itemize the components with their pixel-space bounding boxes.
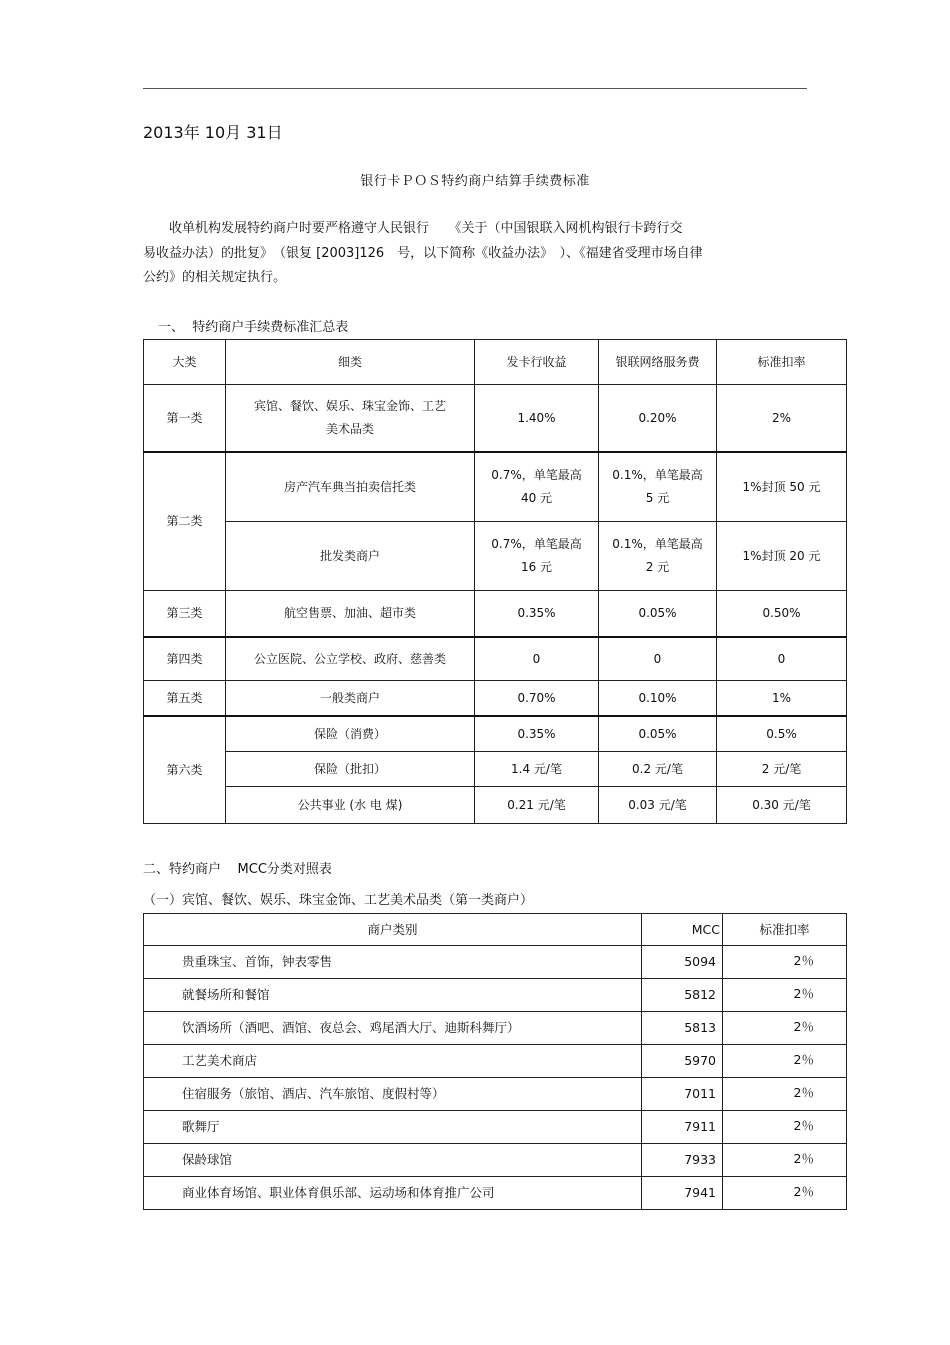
issuer-cell: 0.35%: [475, 716, 599, 752]
table-row: [144, 522, 847, 591]
rate-cell: 1%封顶 50 元: [717, 452, 847, 522]
issuer-cell: 1.40%: [475, 385, 599, 452]
cell-line: 0.1%，单笔最高: [612, 537, 703, 551]
rate-cell: 2％: [723, 1144, 847, 1177]
header-issuer-revenue: 发卡行收益: [475, 340, 599, 385]
table-row: [144, 946, 847, 979]
rate-cell: 2％: [723, 1012, 847, 1045]
mcc-cell: 5812: [642, 979, 723, 1012]
merchant-type-cell: 歌舞厅: [144, 1111, 642, 1144]
table-header-row: [144, 914, 847, 946]
cell-line: 40 元: [520, 490, 553, 505]
rate-cell: 0.5%: [717, 716, 847, 752]
merchant-type-cell: 住宿服务（旅馆、酒店、汽车旅馆、度假村等）: [144, 1078, 642, 1111]
table-row: [144, 452, 847, 522]
mcc-cell: 5970: [642, 1045, 723, 1078]
header-standard-rate: 标准扣率: [717, 340, 847, 385]
document-date: 2013年 10月 31日: [143, 123, 283, 142]
fee-summary-table: [143, 339, 847, 824]
category-cell: 第三类: [144, 591, 226, 637]
table-row: [144, 681, 847, 716]
cell-line: 0.1%，单笔最高: [612, 467, 703, 482]
mcc-cell: 7933: [642, 1144, 723, 1177]
table-row: [144, 1078, 847, 1111]
subcategory-line: 宾馆、餐饮、娱乐、珠宝金饰、工艺: [253, 398, 446, 413]
network-cell: 0.03 元/笔: [599, 787, 717, 824]
rate-cell: 0.50%: [717, 591, 847, 637]
section-1-title: 一、 特约商户手续费标准汇总表: [158, 320, 349, 335]
cell-line: 2 元: [645, 560, 670, 574]
merchant-type-cell: 贵重珠宝、首饰，钟表零售: [144, 946, 642, 979]
issuer-cell: 0.35%: [475, 591, 599, 637]
intro-paragraph: [143, 217, 803, 291]
intro-line: 易收益办法）的批复》 （银复 [2003]126 号，以下简称《收益办法》 ）、《福建省受理市场自律: [143, 245, 703, 261]
header-merchant-type: 商户类别: [144, 914, 642, 946]
header-standard-rate: 标准扣率: [723, 914, 847, 946]
rate-cell: 2%: [717, 385, 847, 452]
subcategory-line: 美术品类: [325, 421, 374, 436]
subcategory-cell: 一般类商户: [226, 681, 475, 716]
merchant-type-cell: 保龄球馆: [144, 1144, 642, 1177]
merchant-type-cell: 商业体育场馆、职业体育俱乐部、运动场和体育推广公司: [144, 1177, 642, 1210]
issuer-cell: 0: [475, 637, 599, 681]
network-cell: 0.20%: [599, 385, 717, 452]
issuer-cell: [475, 452, 599, 522]
mcc-table: [143, 913, 847, 1210]
table-row: [144, 1111, 847, 1144]
table-row: [144, 385, 847, 452]
table-row: [144, 637, 847, 681]
header-category: 大类: [144, 340, 226, 385]
rate-cell: 2％: [723, 1078, 847, 1111]
rate-cell: 1%: [717, 681, 847, 716]
subcategory-cell: [226, 385, 475, 452]
table-row: [144, 1012, 847, 1045]
rate-cell: 1%封顶 20 元: [717, 522, 847, 591]
rate-cell: 0: [717, 637, 847, 681]
network-cell: 0.05%: [599, 591, 717, 637]
intro-line: 公约》的相关规定执行。: [143, 270, 287, 285]
cell-line: 0.7%，单笔最高: [491, 537, 582, 551]
cell-line: 5 元: [645, 490, 670, 505]
issuer-cell: 0.70%: [475, 681, 599, 716]
subcategory-cell: 批发类商户: [226, 522, 475, 591]
subcategory-cell: 保险（消费）: [226, 716, 475, 752]
header-subcategory: 细类: [226, 340, 475, 385]
subcategory-cell: 保险（批扣）: [226, 752, 475, 787]
table-row: [144, 591, 847, 637]
table-row: [144, 1177, 847, 1210]
category-cell: 第二类: [144, 452, 226, 591]
document-title: 银行卡ＰＯＳ特约商户结算手续费标准: [360, 174, 590, 189]
network-cell: 0.10%: [599, 681, 717, 716]
header-network-fee: 银联网络服务费: [599, 340, 717, 385]
cell-line: 0.7%，单笔最高: [491, 467, 582, 482]
merchant-type-cell: 饮酒场所（酒吧、酒馆、夜总会、鸡尾酒大厅、迪斯科舞厅）: [144, 1012, 642, 1045]
table-header-row: [144, 340, 847, 385]
subcategory-cell: 公共事业 (水 电 煤): [226, 787, 475, 824]
cell-line: 16 元: [520, 560, 553, 574]
subcategory-cell: 公立医院、公立学校、政府、慈善类: [226, 637, 475, 681]
network-cell: 0.2 元/笔: [599, 752, 717, 787]
mcc-cell: 7941: [642, 1177, 723, 1210]
mcc-cell: 5094: [642, 946, 723, 979]
header-rule: [143, 88, 807, 89]
network-cell: 0: [599, 637, 717, 681]
network-cell: [599, 522, 717, 591]
category-cell: 第五类: [144, 681, 226, 716]
header-mcc: MCC: [642, 914, 723, 946]
table-row: [144, 787, 847, 824]
table-row: [144, 979, 847, 1012]
table-row: [144, 716, 847, 752]
category-cell: 第一类: [144, 385, 226, 452]
merchant-type-cell: 就餐场所和餐馆: [144, 979, 642, 1012]
table-row: [144, 1045, 847, 1078]
intro-line: 收单机构发展特约商户时要严格遵守人民银行 《关于（中国银联入网机构银行卡跨行交: [143, 221, 683, 236]
mcc-cell: 5813: [642, 1012, 723, 1045]
network-cell: [599, 452, 717, 522]
rate-cell: 2 元/笔: [717, 752, 847, 787]
rate-cell: 2％: [723, 1177, 847, 1210]
rate-cell: 0.30 元/笔: [717, 787, 847, 824]
subsection-1-title: （一）宾馆、餐饮、娱乐、珠宝金饰、工艺美术品类（第一类商户）: [143, 893, 534, 908]
mcc-cell: 7911: [642, 1111, 723, 1144]
mcc-cell: 7011: [642, 1078, 723, 1111]
issuer-cell: 0.21 元/笔: [475, 787, 599, 824]
rate-cell: 2％: [723, 1045, 847, 1078]
subcategory-cell: 房产汽车典当拍卖信托类: [226, 452, 475, 522]
section-2-title: 二、特约商户 MCC分类对照表: [143, 862, 332, 877]
issuer-cell: 1.4 元/笔: [475, 752, 599, 787]
merchant-type-cell: 工艺美术商店: [144, 1045, 642, 1078]
rate-cell: 2％: [723, 946, 847, 979]
category-cell: 第六类: [144, 716, 226, 824]
rate-cell: 2％: [723, 979, 847, 1012]
table-row: [144, 752, 847, 787]
issuer-cell: [475, 522, 599, 591]
subcategory-cell: 航空售票、加油、超市类: [226, 591, 475, 637]
table-row: [144, 1144, 847, 1177]
rate-cell: 2％: [723, 1111, 847, 1144]
category-cell: 第四类: [144, 637, 226, 681]
network-cell: 0.05%: [599, 716, 717, 752]
